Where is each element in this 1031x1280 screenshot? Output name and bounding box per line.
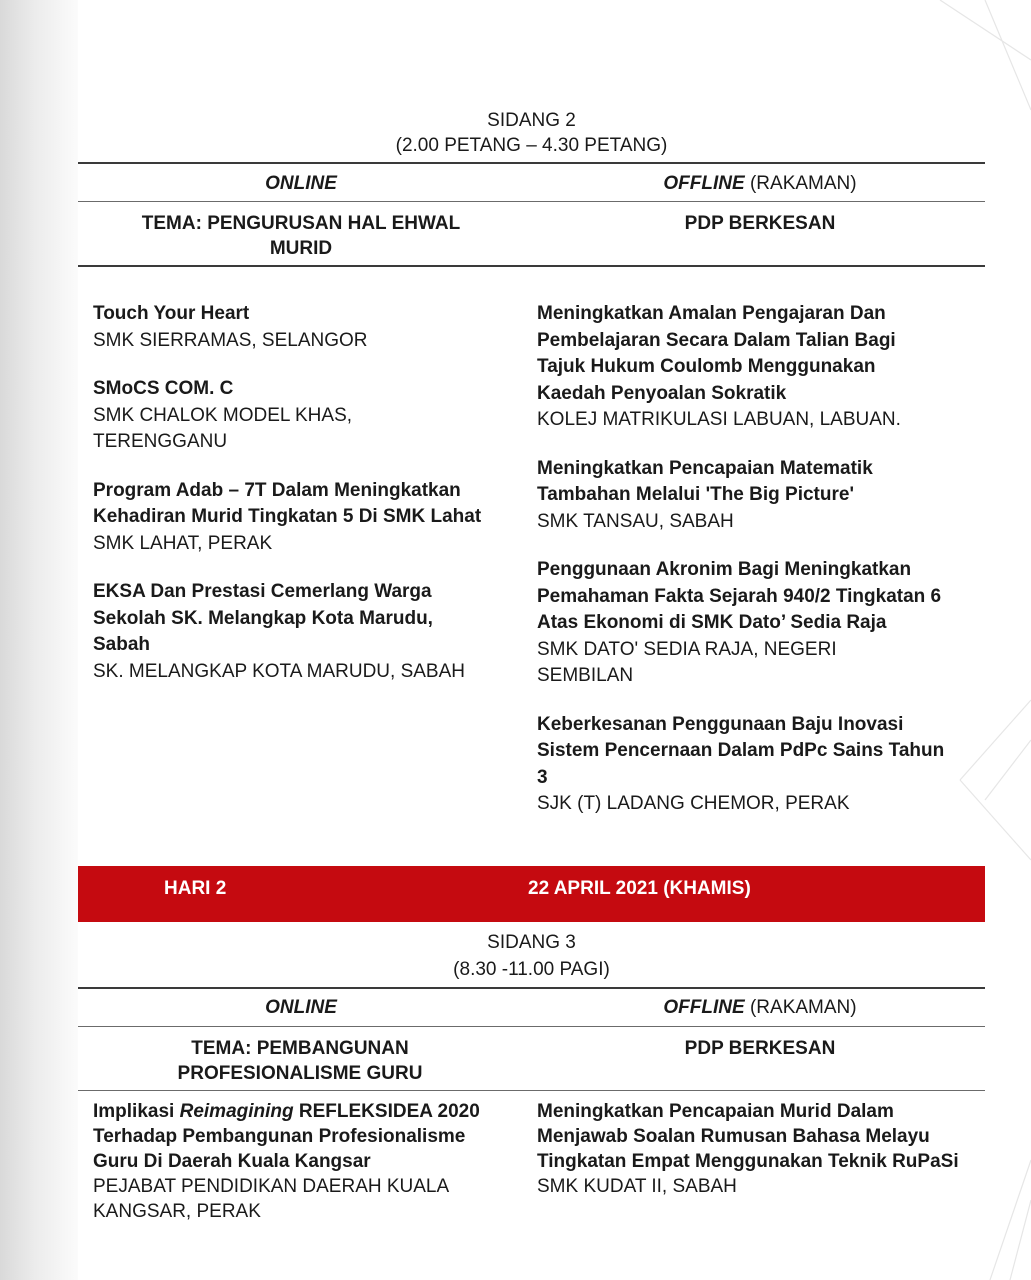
entry-title: SMoCS COM. C [93, 378, 234, 399]
title-rest: REFLEKSIDEA 2020 Terhadap Pembangunan Profesionalisme Guru Di Daerah Kuala Kangsar [93, 1101, 480, 1172]
online-column-header [78, 996, 524, 1020]
table-top-rule [78, 162, 985, 164]
entry-school: KOLEJ MATRIKULASI LABUAN, LABUAN. [537, 409, 901, 430]
entry-title: Meningkatkan Amalan Pengajaran Dan Pembelajaran Secara Dalam Talian Bagi Tajuk Hukum Coulomb Menggunakan Kaedah Penyoalan Sokratik [537, 303, 896, 404]
entry-school: SMK SIERRAMAS, SELANGOR [93, 329, 368, 351]
entry-school: SMK KUDAT II, SABAH [537, 1176, 737, 1197]
day-date: 22 APRIL 2021 (KHAMIS) [528, 878, 751, 899]
offline-suffix: (RAKAMAN) [744, 997, 857, 1018]
list-item [537, 1099, 977, 1199]
offline-entries [537, 1099, 977, 1199]
online-column-header [78, 172, 524, 196]
theme-offline: PDP BERKESAN [684, 213, 836, 234]
session-2-time: (2.00 PETANG – 4.30 PETANG) [395, 135, 668, 156]
table-top-rule [78, 987, 985, 989]
entry-title: Meningkatkan Pencapaian Matematik Tambahan Melalui 'The Big Picture' [537, 457, 873, 505]
offline-column-header [535, 172, 985, 196]
header-rule [78, 201, 985, 202]
theme-offline: PDP BERKESAN [684, 1038, 836, 1059]
entry-title: Touch Your Heart [93, 303, 250, 324]
title-prefix: Implikasi [93, 1101, 180, 1122]
list-item [93, 301, 518, 354]
entry-school: SMK CHALOK MODEL KHAS, TERENGGANU [93, 404, 353, 452]
day-label: HARI 2 [164, 878, 227, 899]
entry-title: Meningkatkan Pencapaian Murid Dalam Menjawab Soalan Rumusan Bahasa Melayu Tingkatan Empat Menggunakan Teknik RuPaSi [537, 1101, 959, 1172]
list-item [537, 712, 977, 818]
offline-suffix: (RAKAMAN) [744, 173, 857, 194]
entry-title: Program Adab – 7T Dalam Meningkatkan Kehadiran Murid Tingkatan 5 Di SMK Lahat [93, 479, 482, 527]
session-2-title: SIDANG 2 [487, 110, 576, 131]
list-item [537, 301, 977, 434]
entry-school: SMK DATO' SEDIA RAJA, NEGERI SEMBILAN [537, 638, 837, 686]
offline-column-header [535, 996, 985, 1020]
entry-title: Keberkesanan Penggunaan Baju Inovasi Sistem Pencernaan Dalam PdPc Sains Tahun 3 [537, 713, 945, 788]
offline-label: OFFLINE [663, 997, 745, 1018]
online-label: ONLINE [265, 173, 337, 194]
list-item [537, 456, 977, 536]
entry-title [93, 1099, 485, 1174]
list-item [93, 478, 518, 558]
offline-entries [537, 301, 977, 818]
entry-school: SMK TANSAU, SABAH [537, 510, 734, 532]
online-label: ONLINE [265, 997, 337, 1018]
offline-label: OFFLINE [663, 173, 745, 194]
list-item [93, 1099, 503, 1224]
header-rule [78, 1026, 985, 1027]
title-italic: Reimagining [179, 1101, 294, 1122]
entry-title: EKSA Dan Prestasi Cemerlang Warga Sekolah SK. Melangkap Kota Marudu, Sabah [93, 581, 433, 655]
online-entries [93, 1099, 503, 1224]
theme-online: TEMA: PENGURUSAN HAL EHWAL MURID [141, 213, 461, 259]
session-3-time: (8.30 -11.00 PAGI) [453, 959, 610, 980]
list-item [93, 376, 518, 456]
list-item [93, 579, 518, 685]
entry-school: PEJABAT PENDIDIKAN DAERAH KUALA KANGSAR, PERAK [93, 1176, 449, 1222]
entry-title: Penggunaan Akronim Bagi Meningkatkan Pemahaman Fakta Sejarah 940/2 Tingkatan 6 Atas Ekonomi di SMK Dato’ Sedia Raja [537, 559, 942, 633]
online-entries [93, 301, 518, 685]
entry-school: SMK LAHAT, PERAK [93, 532, 273, 554]
day-banner [78, 866, 985, 922]
theme-rule [78, 265, 985, 267]
theme-rule [78, 1090, 985, 1091]
entry-school: SK. MELANGKAP KOTA MARUDU, SABAH [93, 660, 466, 682]
session-3-title: SIDANG 3 [487, 932, 576, 953]
page-edge-shadow [0, 0, 78, 1280]
entry-school: SJK (T) LADANG CHEMOR, PERAK [537, 793, 850, 814]
list-item [537, 557, 977, 690]
theme-online: TEMA: PEMBANGUNAN PROFESIONALISME GURU [177, 1038, 423, 1084]
